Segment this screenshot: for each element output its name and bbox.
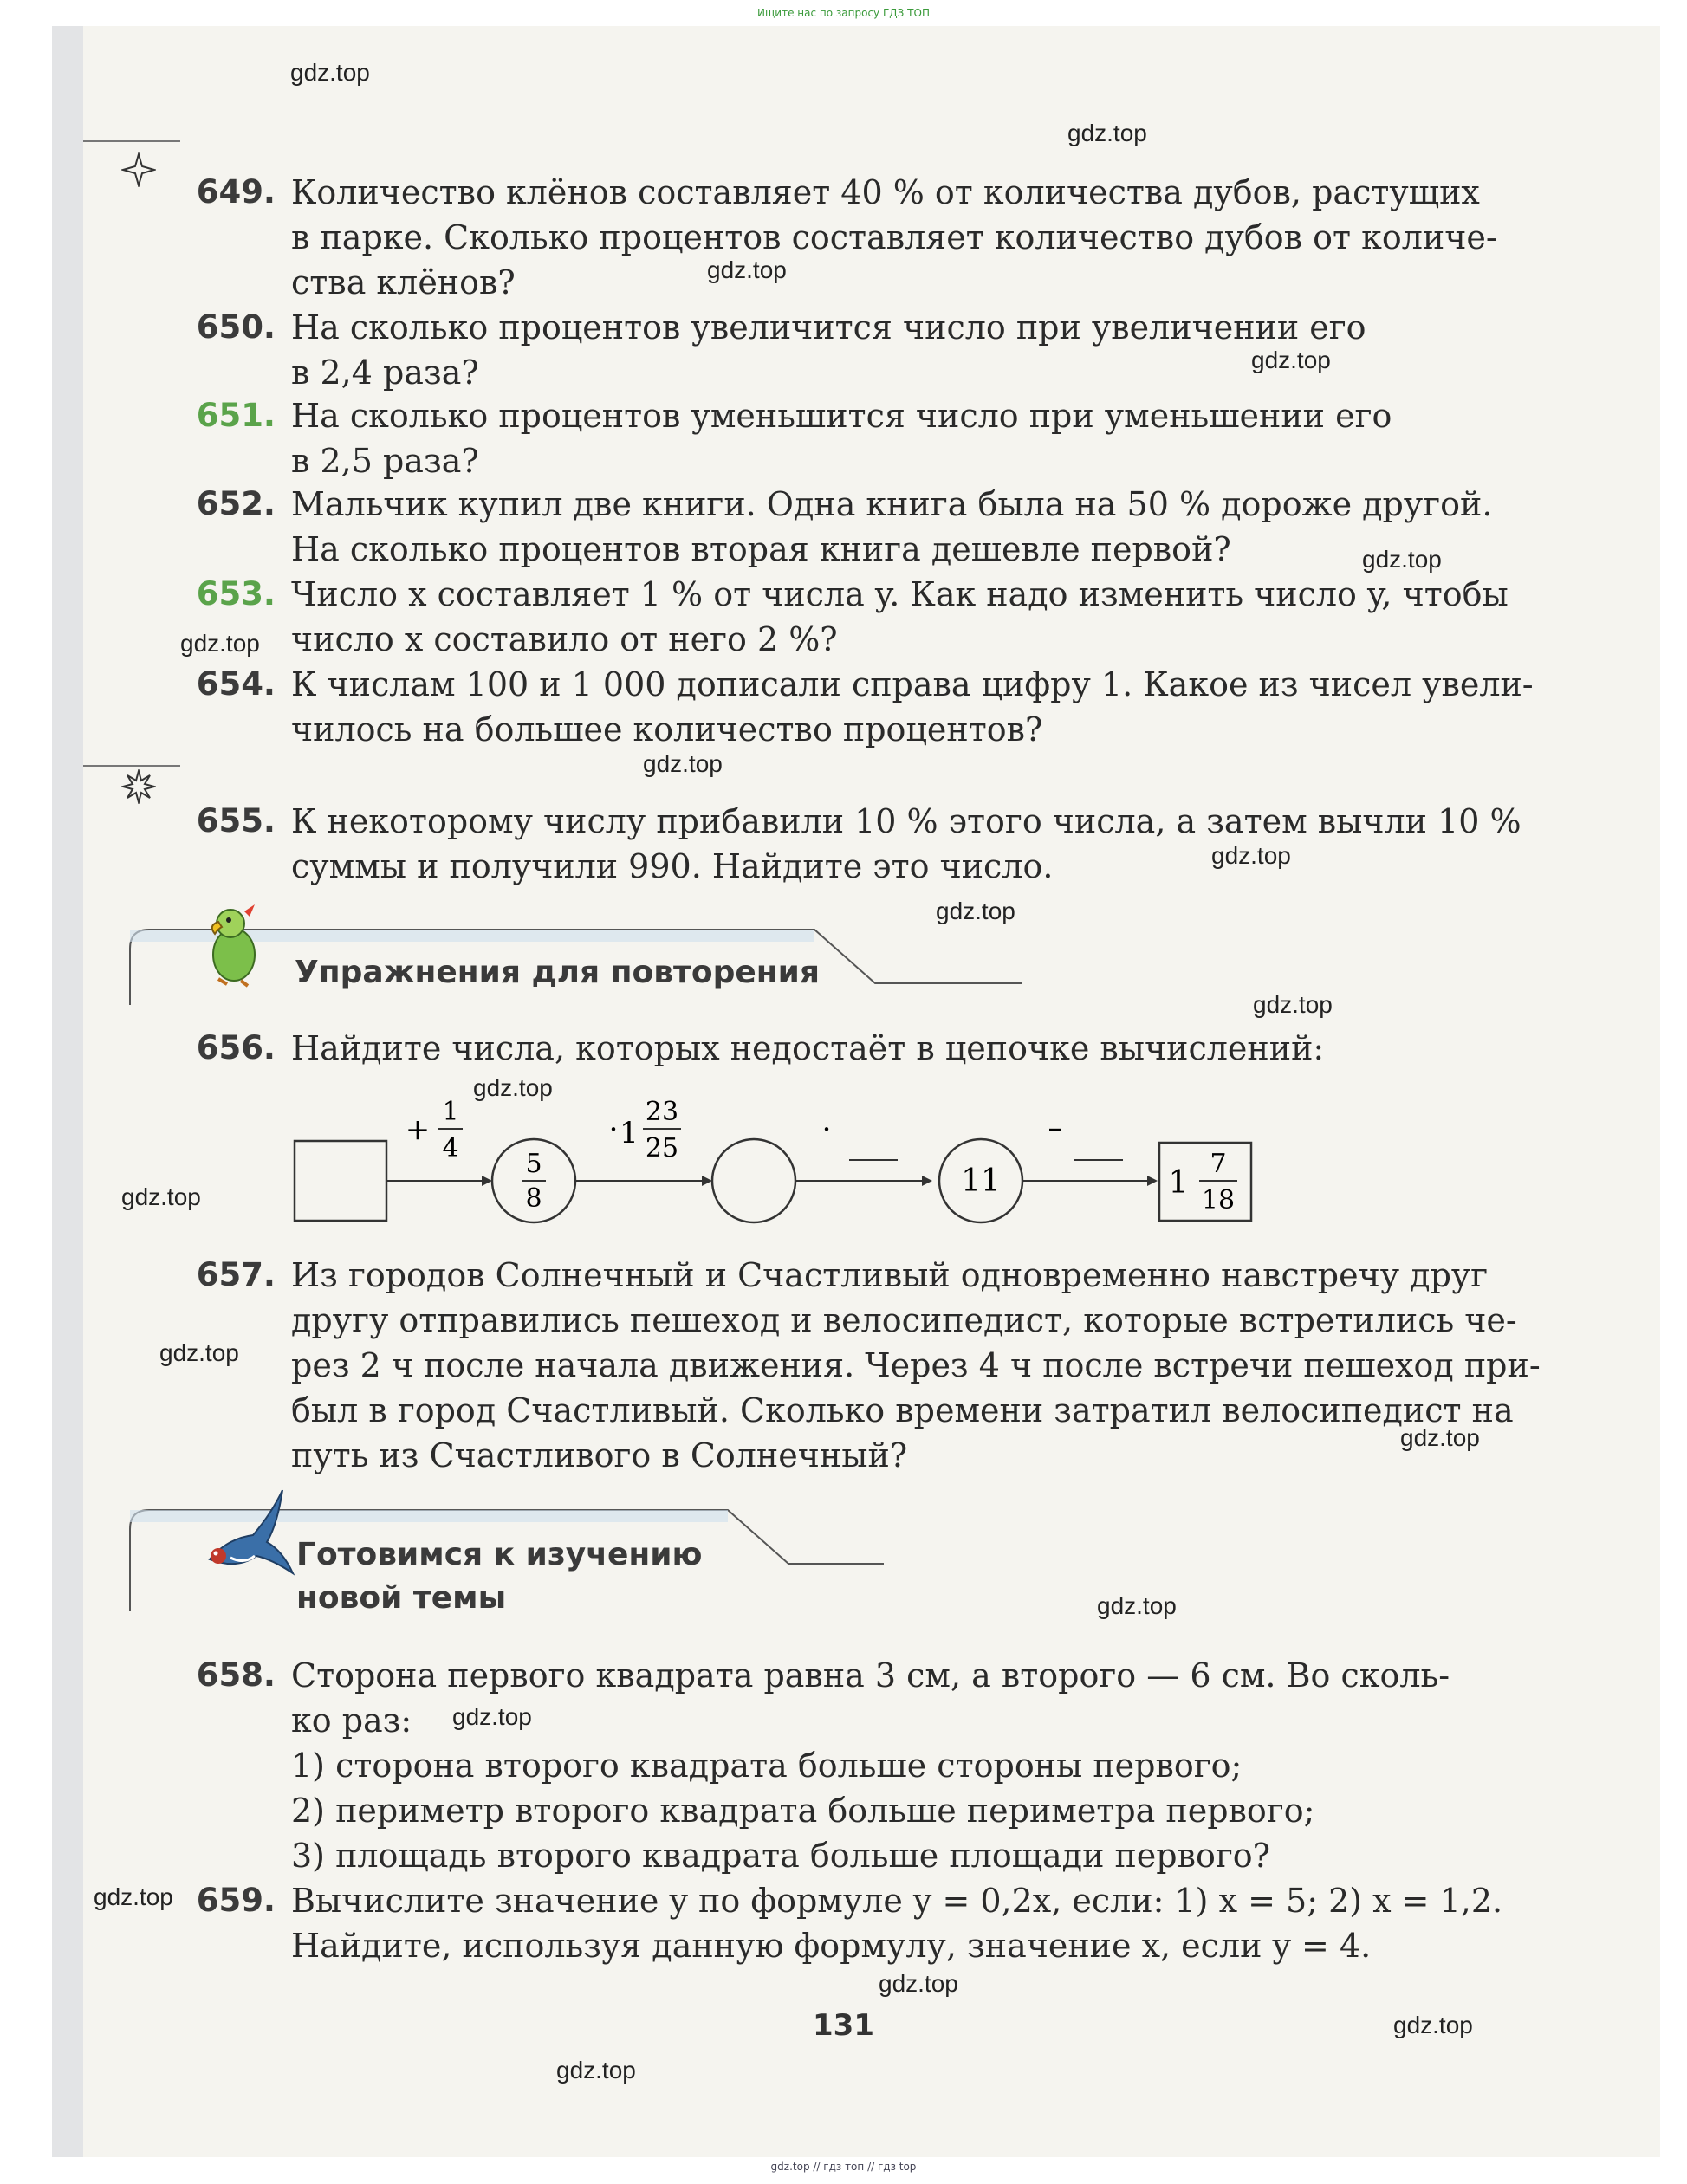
problem-number: 650. [196, 308, 276, 346]
problem-text-line: Количество клёнов составляет 40 % от количества дубов, растущих [291, 173, 1480, 211]
problem-text-line: На сколько процентов вторая книга дешевле первой? [291, 530, 1231, 568]
parrot-icon [192, 901, 276, 988]
watermark: gdz.top [1067, 120, 1147, 146]
problem-text-line: Мальчик купил две книги. Одна книга была на 50 % дороже другой. [291, 485, 1493, 523]
problem-number: 656. [196, 1029, 276, 1066]
op4-sign: – [1048, 1111, 1063, 1145]
problem-text-line: в 2,5 раза? [291, 442, 479, 480]
watermark: gdz.top [936, 898, 1015, 924]
arrowhead [1147, 1176, 1158, 1186]
problem-text-line: Из городов Солнечный и Счастливый одновременно навстречу друг [291, 1256, 1489, 1294]
watermark: gdz.top [707, 256, 787, 283]
watermark: gdz.top [290, 59, 370, 86]
op1-numerator: 1 [442, 1097, 459, 1127]
problem-text-line: рез 2 ч после начала движения. Через 4 ч после встречи пешеход при- [291, 1346, 1541, 1384]
problem-text-line: 3) площадь второго квадрата больше площади первого? [291, 1837, 1271, 1875]
node1-denominator: 8 [525, 1183, 542, 1214]
problem-text-line: путь из Счастливого в Солнечный? [291, 1436, 908, 1474]
problem-text-line: чилось на большее количество процентов? [291, 710, 1043, 749]
watermark: gdz.top [94, 1883, 173, 1910]
watermark: gdz.top [121, 1183, 201, 1210]
watermark: gdz.top [1362, 546, 1442, 573]
watermark: gdz.top [1400, 1424, 1480, 1451]
star-icon [121, 152, 156, 187]
op2-sign: · [608, 1112, 619, 1147]
problem-text-line: другу отправились пешеход и велосипедист, которые встретились че- [291, 1301, 1517, 1339]
op2-denominator: 25 [645, 1133, 679, 1163]
watermark: gdz.top [879, 1970, 958, 1997]
problem-number: 655. [196, 802, 276, 839]
op1-sign: + [405, 1112, 431, 1147]
empty-box [295, 1141, 386, 1221]
problem-text-line: ства клёнов? [291, 263, 516, 301]
arrowhead [922, 1176, 932, 1186]
watermark: gdz.top [452, 1703, 532, 1730]
section-title-prepare-2: новой темы [296, 1580, 507, 1616]
watermark: gdz.top [473, 1074, 553, 1101]
problem-text-line: К некоторому числу прибавили 10 % этого числа, а затем вычли 10 % [291, 802, 1522, 840]
result-denominator: 18 [1201, 1185, 1236, 1215]
problem-text-line: 2) периметр второго квадрата больше периметра первого; [291, 1792, 1315, 1830]
watermark: gdz.top [1251, 347, 1331, 373]
problem-text-line: Сторона первого квадрата равна 3 см, а второго — 6 см. Во сколь- [291, 1656, 1450, 1695]
problem-text-line: Найдите, используя данную формулу, значение x, если y = 4. [291, 1927, 1372, 1965]
calculation-chain [286, 1087, 1308, 1239]
section-title-prepare-1: Готовимся к изучению [296, 1537, 703, 1572]
op2-numerator: 23 [645, 1097, 679, 1127]
problem-text-line: был в город Счастливый. Сколько времени затратил велосипедист на [291, 1391, 1514, 1429]
watermark: gdz.top [180, 630, 260, 657]
burst-star-icon [121, 769, 156, 804]
arrowhead [482, 1176, 492, 1186]
problem-text-line: ко раз: [291, 1701, 412, 1740]
problem-number: 649. [196, 173, 276, 211]
problem-text-line: На сколько процентов увеличится число при увеличении его [291, 308, 1366, 347]
problem-number: 654. [196, 665, 276, 703]
divider-line [83, 140, 180, 142]
problem-text-line: в парке. Сколько процентов составляет количество дубов от количе- [291, 218, 1497, 256]
swallow-icon [192, 1487, 296, 1591]
node-circle-2 [712, 1139, 795, 1222]
node3-value: 11 [961, 1163, 1001, 1199]
footer-note: gdz.top // гдз топ // гдз top [770, 2161, 917, 2173]
watermark: gdz.top [1393, 2012, 1473, 2038]
problem-text-line: Найдите числа, которых недостаёт в цепочке вычислений: [291, 1029, 1325, 1067]
problem-text-line: К числам 100 и 1 000 дописали справа цифру 1. Какое из чисел увели- [291, 665, 1534, 703]
problem-number: 652. [196, 485, 276, 522]
watermark: gdz.top [643, 750, 723, 777]
arrowhead [702, 1176, 712, 1186]
problem-number: 659. [196, 1882, 276, 1919]
problem-number: 653. [196, 575, 276, 612]
watermark: gdz.top [1211, 842, 1291, 869]
problem-text-line: суммы и получили 990. Найдите это число. [291, 847, 1054, 885]
problem-text-line: в 2,4 раза? [291, 353, 479, 392]
op2-whole: 1 [620, 1116, 639, 1150]
header-note: Ищите нас по запросу ГДЗ ТОП [757, 7, 930, 19]
section-title-review: Упражнения для повторения [295, 955, 821, 990]
problem-number: 651. [196, 397, 276, 434]
divider-line [83, 765, 180, 767]
problem-text-line: 1) сторона второго квадрата больше стороны первого; [291, 1747, 1243, 1785]
watermark: gdz.top [556, 2057, 636, 2084]
watermark: gdz.top [1097, 1592, 1177, 1619]
page-number: 131 [813, 2008, 874, 2043]
watermark: gdz.top [159, 1339, 239, 1366]
result-numerator: 7 [1210, 1149, 1227, 1179]
op1-denominator: 4 [442, 1133, 459, 1163]
node1-numerator: 5 [525, 1149, 542, 1179]
op3-sign: · [821, 1112, 832, 1147]
watermark: gdz.top [1253, 991, 1333, 1018]
problem-number: 658. [196, 1656, 276, 1694]
problem-text-line: Число x составляет 1 % от числа y. Как надо изменить число y, чтобы [291, 575, 1509, 613]
result-whole: 1 [1168, 1165, 1189, 1201]
problem-text-line: На сколько процентов уменьшится число при уменьшении его [291, 397, 1392, 435]
problem-number: 657. [196, 1256, 276, 1293]
problem-text-line: число x составило от него 2 %? [291, 620, 838, 658]
problem-text-line: Вычислите значение y по формуле y = 0,2x, если: 1) x = 5; 2) x = 1,2. [291, 1882, 1503, 1920]
